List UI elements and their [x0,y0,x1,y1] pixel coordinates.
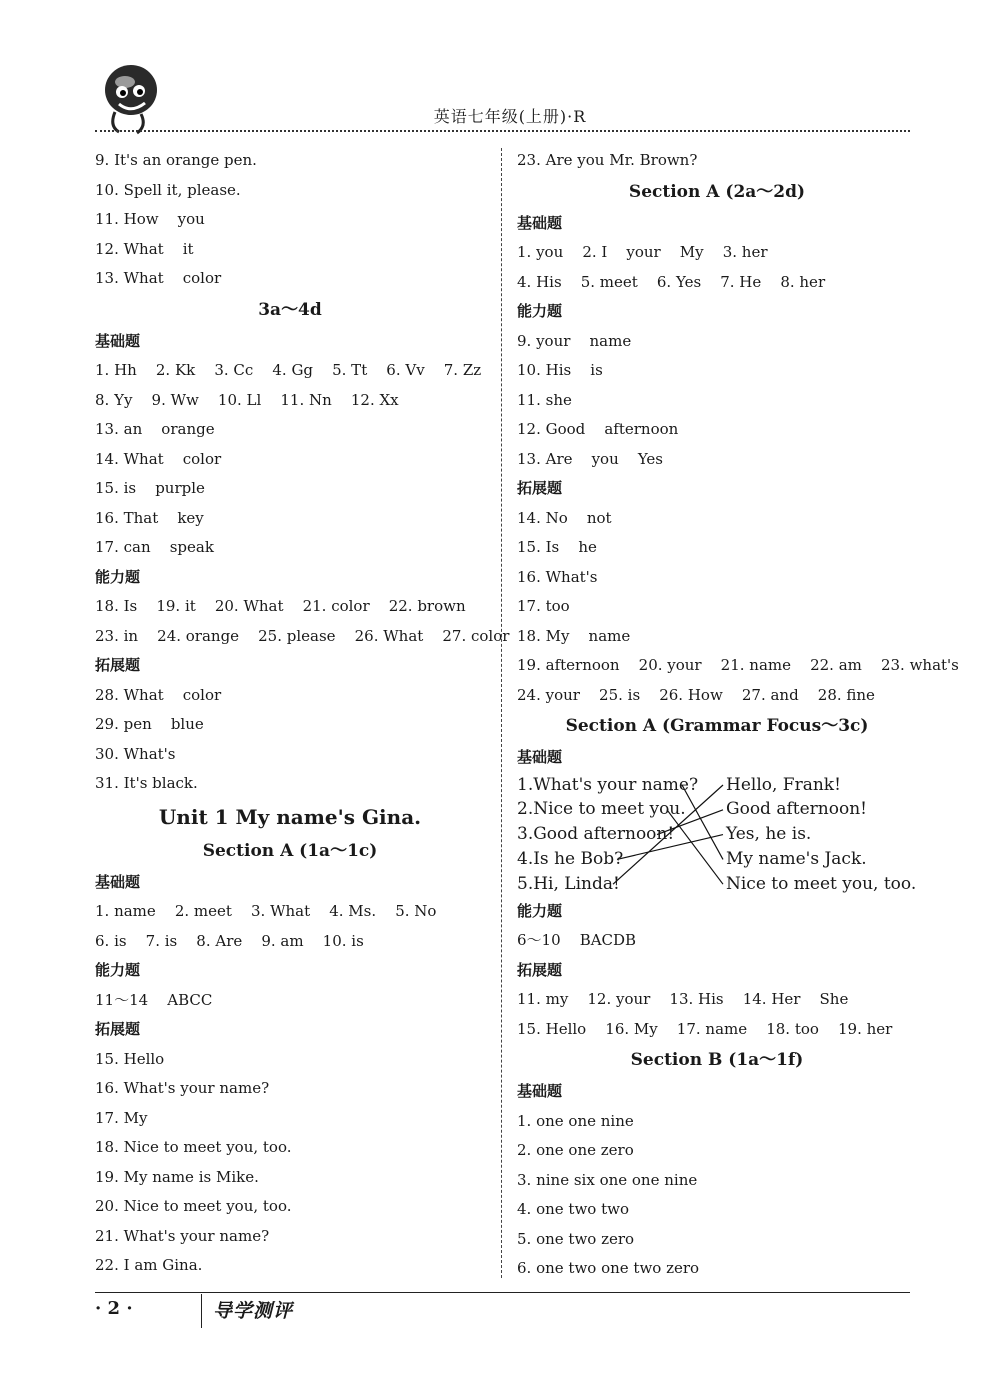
answer-line: 1. name 2. meet 3. What 4. Ms. 5. No [95,902,437,920]
answer-line: 4. one two two [517,1200,629,1218]
category-label: 基础题 [517,748,563,766]
answer-line: 28. What color [95,685,222,704]
page-number: · 2 · [95,1298,133,1319]
answer-line: 23. Are you Mr. Brown? [517,151,698,169]
answer-line: 10. His is [517,361,603,379]
answer-line: 18. My name [517,626,631,645]
answer-line: 6～10 BACDB [517,931,637,949]
answer-line: 21. What's your name? [95,1226,270,1245]
category-label: 拓展题 [517,479,563,497]
answer-line: 17. My [95,1108,148,1127]
matching-right-item: Nice to meet you, too. [726,873,917,894]
answer-line: 17. can speak [95,538,214,556]
matching-left-item: 4.Is he Bob? [517,848,624,869]
answer-line: 11. she [517,390,572,409]
answer-line: 16. What's your name? [95,1079,270,1097]
matching-exercise [517,773,917,897]
header-rule [95,130,910,132]
section-heading: 3a～4d [258,299,322,320]
answer-line: 12. What it [95,239,194,258]
column-divider [501,148,502,1278]
answer-line: 11～14 ABCC [95,990,213,1009]
answer-line: 29. pen blue [95,715,204,733]
matching-right-item: Good afternoon! [726,799,867,820]
answer-line: 14. No not [517,508,612,527]
matching-left-list [517,773,698,897]
section-heading: Section B (1a～1f) [630,1050,804,1070]
answer-line: 15. Hello [95,1049,165,1068]
section-heading: Section A (2a～2d) [628,181,806,202]
category-label: 基础题 [95,331,141,350]
answer-line: 9. your name [517,331,632,350]
category-label: 能力题 [95,961,141,979]
matching-left-item: 3.Good afternoon! [517,824,675,845]
answer-line: 15. Is he [517,538,597,556]
answer-line: 5. one two zero [517,1229,635,1248]
footer-rule [95,1292,910,1293]
answer-line: 15. Hello 16. My 17. name 18. too 19. her [517,1019,893,1038]
category-label: 拓展题 [517,960,563,979]
page-header [95,60,910,138]
answer-line: 23. in 24. orange 25. please 26. What 27. color [95,626,510,645]
answer-line: 4. His 5. meet 6. Yes 7. He 8. her [517,272,826,291]
answer-line: 12. Good afternoon [517,420,679,438]
answer-line: 10. Spell it, please. [95,180,241,199]
answer-line: 13. What color [95,269,222,287]
category-label: 能力题 [517,901,563,920]
answer-line: 16. What's [517,567,598,586]
answer-line: 18. Is 19. it 20. What 21. color 22. brown [95,597,466,615]
answer-line: 19. My name is Mike. [95,1167,259,1186]
mascot-icon [95,60,167,136]
answer-line: 14. What color [95,449,222,468]
answer-line: 1. you 2. I your My 3. her [517,243,768,261]
right-column [517,146,959,1284]
answer-line: 13. an orange [95,420,215,438]
matching-right-list [726,773,916,897]
category-label: 拓展题 [95,656,141,674]
answer-line: 6. one two one two zero [517,1259,700,1277]
answer-line: 17. too [517,597,570,615]
answer-line: 24. your 25. is 26. How 27. and 28. fine [517,685,875,704]
answer-line: 1. Hh 2. Kk 3. Cc 4. Gg 5. Tt 6. Vv 7. Zz [95,361,482,379]
answer-line: 3. nine six one one nine [517,1170,698,1189]
answer-line: 1. one one nine [517,1111,634,1130]
category-label: 拓展题 [95,1020,141,1038]
category-label: 基础题 [95,872,141,891]
answer-line: 13. Are you Yes [517,449,663,468]
section-heading: Section A (Grammar Focus～3c) [565,716,869,736]
category-label: 基础题 [517,213,563,232]
answer-line: 20. Nice to meet you, too. [95,1197,292,1215]
category-label: 能力题 [95,567,141,586]
header-title: 英语七年级(上册)·R [433,107,587,126]
matching-left-item: 5.Hi, Linda! [517,873,620,894]
section-heading: Section A (1a～1c) [202,840,378,861]
answer-line: 22. I am Gina. [95,1256,203,1274]
answer-line: 9. It's an orange pen. [95,151,257,169]
matching-left-item: 1.What's your name? [517,774,699,795]
answer-line: 8. Yy 9. Ww 10. Ll 11. Nn 12. Xx [95,390,399,409]
answer-line: 11. my 12. your 13. His 14. Her She [517,990,849,1008]
footer-separator [201,1294,202,1328]
matching-right-item: Yes, he is. [726,824,812,845]
category-label: 基础题 [517,1082,563,1100]
answer-line: 31. It's black. [95,774,198,792]
matching-right-item: My name's Jack. [726,848,867,869]
answer-line: 30. What's [95,744,176,763]
footer-brand: 导学测评 [213,1300,294,1322]
answer-line: 19. afternoon 20. your 21. name 22. am 23. what's [517,656,959,674]
answer-line: 11. How you [95,210,205,228]
page-footer [95,1288,910,1348]
unit-heading: Unit 1 My name's Gina. [158,804,422,829]
answer-line: 2. one one zero [517,1141,634,1159]
matching-left-item: 2.Nice to meet you. [517,799,686,820]
answer-line: 16. That key [95,508,204,527]
answer-line: 18. Nice to meet you, too. [95,1138,292,1156]
category-label: 能力题 [517,302,563,320]
answer-line: 6. is 7. is 8. Are 9. am 10. is [95,931,364,950]
matching-right-item: Hello, Frank! [726,774,841,795]
left-column [95,146,510,1281]
answer-line: 15. is purple [95,479,205,497]
